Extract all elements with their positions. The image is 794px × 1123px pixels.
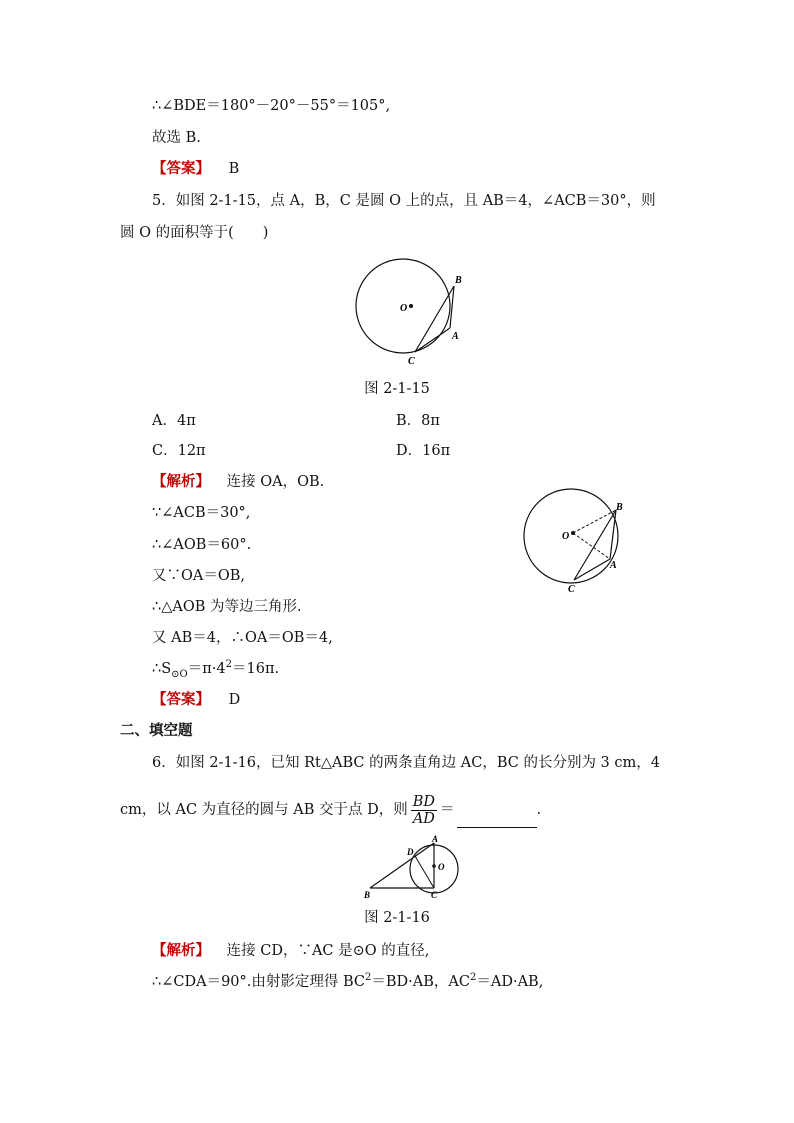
option-a: A．4π	[152, 413, 196, 429]
option-c: C．12π	[152, 443, 206, 459]
fraction-denominator: AD	[412, 810, 435, 827]
solution-step: ∵∠ACB＝30°,	[152, 505, 251, 521]
solution-figure	[518, 486, 638, 598]
label-o: O	[562, 531, 570, 542]
projection-text: ＝AD·AB,	[476, 974, 544, 990]
question-5-line-1: 5．如图 2-1-15，点 A，B，C 是圆 O 上的点，且 AB＝4，∠ACB＝30°，则	[152, 193, 656, 209]
label-c: C	[568, 584, 575, 595]
label-b: B	[364, 890, 371, 900]
answer-tag: 【答案】	[152, 691, 210, 708]
label-o: O	[438, 862, 445, 872]
figure-caption: 图 2-1-16	[364, 910, 430, 926]
solution-step: 又 AB＝4，∴OA＝OB＝4,	[152, 630, 333, 646]
exponent: 2	[365, 972, 372, 984]
question-6-text: cm，以 AC 为直径的圆与 AB 交于点 D，则	[120, 802, 408, 818]
period: .	[536, 802, 542, 818]
area-result: ＝16π.	[232, 661, 280, 677]
figure-caption: 图 2-1-15	[364, 381, 430, 397]
area-exponent: 2	[225, 659, 232, 671]
analysis-line	[152, 472, 324, 492]
fraction-bd-ad	[411, 794, 437, 827]
label-a: A	[452, 331, 459, 342]
area-expression: ＝π·4	[187, 661, 226, 677]
fraction-numerator: BD	[412, 793, 436, 810]
answer-value: B	[228, 161, 240, 177]
label-a: A	[610, 560, 617, 571]
label-b: B	[616, 502, 623, 513]
analysis-text: 连接 CD，∵AC 是⊙O 的直径,	[226, 943, 430, 959]
exponent: 2	[469, 972, 477, 984]
question-5-line-2: 圆 O 的面积等于( )	[120, 225, 269, 241]
label-b: B	[455, 275, 462, 286]
solution-step: 又∵OA＝OB,	[152, 568, 246, 584]
answer-line	[152, 690, 240, 710]
analysis-text: 连接 OA，OB.	[226, 474, 325, 490]
section-heading: 二、填空题	[120, 722, 193, 739]
question-6-line-1: 6．如图 2-1-16，已知 Rt△ABC 的两条直角边 AC，BC 的长分别为 3 cm，4	[152, 755, 660, 771]
answer-tag: 【答案】	[152, 160, 210, 177]
analysis-line	[152, 941, 429, 961]
figure-2-1-16	[360, 832, 470, 902]
question-6-line-2	[120, 792, 541, 828]
area-subscript: ⊙O	[171, 668, 188, 680]
label-a: A	[432, 834, 439, 844]
projection-text: ∴∠CDA＝90°.由射影定理得 BC	[152, 974, 366, 990]
label-d: D	[407, 847, 414, 857]
text-line: ∴∠BDE＝180°－20°－55°＝105°,	[152, 98, 391, 114]
answer-value: D	[228, 692, 241, 708]
figure-2-1-15	[352, 256, 472, 370]
text-line: 故选 B.	[152, 130, 201, 146]
solution-step: ∴△AOB 为等边三角形.	[152, 599, 302, 615]
label-o: O	[400, 303, 408, 314]
label-c: C	[408, 356, 415, 367]
option-b: B．8π	[396, 413, 440, 429]
answer-blank	[457, 813, 537, 828]
label-c: C	[431, 890, 438, 900]
analysis-tag: 【解析】	[152, 473, 210, 490]
area-symbol: ∴S	[152, 661, 172, 677]
option-d: D．16π	[396, 443, 451, 459]
equals-sign: ＝	[440, 802, 455, 818]
analysis-tag: 【解析】	[152, 942, 210, 959]
answer-line	[152, 159, 239, 179]
solution-step: ∴∠AOB＝60°.	[152, 537, 252, 553]
solution-step	[152, 659, 279, 679]
projection-text: ＝BD·AB，AC	[371, 974, 470, 990]
solution-step	[152, 972, 543, 992]
